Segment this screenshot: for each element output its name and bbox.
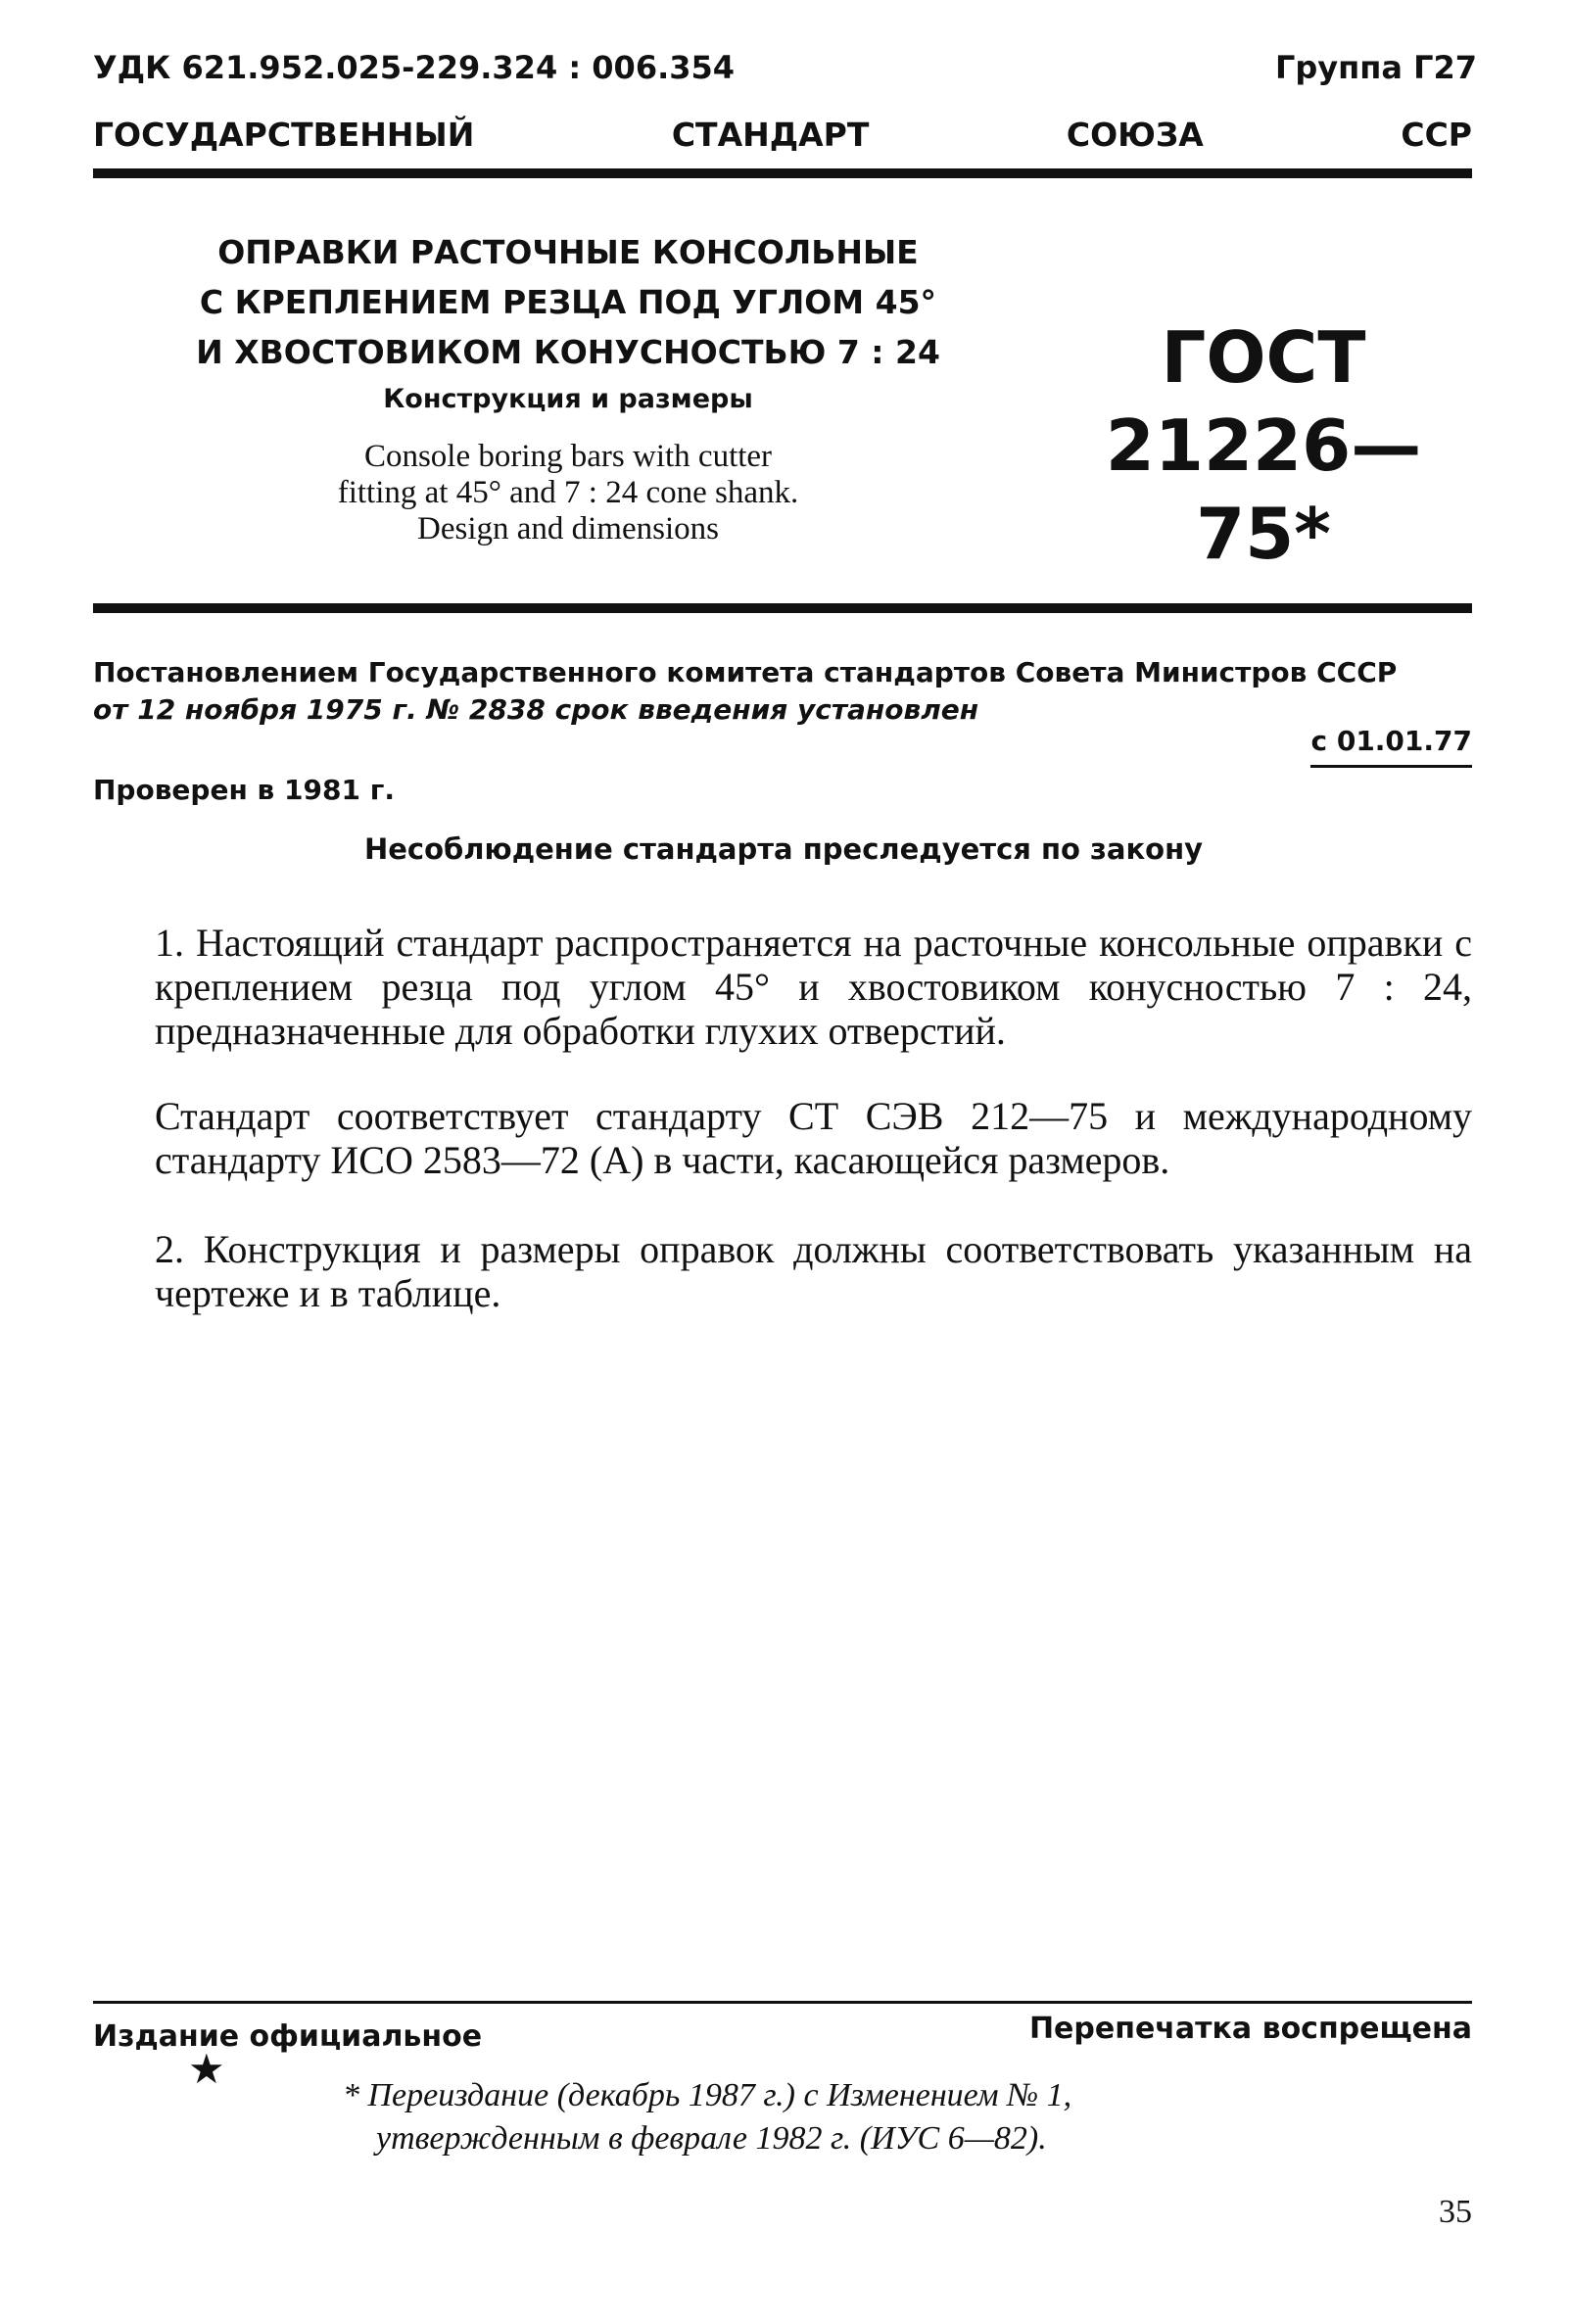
banner-word: СОЮЗА — [1066, 116, 1204, 154]
effective-date-block — [1310, 725, 1472, 768]
title-ru-line: И ХВОСТОВИКОМ КОНУСНОСТЬЮ 7 : 24 — [196, 333, 940, 371]
star-icon: ★ — [188, 2045, 225, 2093]
title-rule — [93, 603, 1472, 613]
subtitle-ru: Конструкция и размеры — [383, 384, 753, 414]
title-ru — [196, 227, 940, 377]
gost-designation — [1058, 313, 1469, 578]
paragraph-1-text: 1. Настоящий стандарт распространяется на расточные консольные оправки с креплением резца под углом 45° и хвостовиком конусностью 7 : 24, предназначенные для обработки глухих отверстий. — [155, 921, 1472, 1053]
title-en-line: Design and dimensions — [417, 511, 719, 546]
decree-line: от 12 ноября 1975 г. № 2838 срок введения установлен — [93, 693, 979, 726]
paragraph-1 — [155, 921, 1472, 1053]
udk-code: УДК 621.952.025-229.324 : 006.354 — [93, 49, 736, 86]
legal-notice: Несоблюдение стандарта преследуется по закону — [363, 832, 1204, 866]
reprint-prohibited: Перепечатка воспрещена — [1028, 2012, 1472, 2046]
banner-word: СТАНДАРТ — [671, 116, 870, 154]
title-ru-line: ОПРАВКИ РАСТОЧНЫЕ КОНСОЛЬНЫЕ — [217, 233, 919, 271]
footnote-line: утвержденным в феврале 1982 г. (ИУС 6—82). — [376, 2120, 1047, 2157]
decree-text — [93, 654, 1474, 729]
effective-date: с 01.01.77 — [1310, 725, 1472, 768]
page-number: 35 — [1439, 2194, 1472, 2230]
footnote-line: * Переиздание (декабрь 1987 г.) с Изменением № 1, — [343, 2077, 1072, 2113]
decree-line: Постановлением Государственного комитета стандартов Совета Министров СССР — [93, 656, 1398, 688]
banner-word: ССР — [1401, 116, 1472, 154]
reissue-footnote — [343, 2074, 1420, 2160]
gost-label: ГОСТ — [1161, 316, 1366, 399]
official-edition: Издание официальное — [93, 2019, 483, 2054]
title-en-line: fitting at 45° and 7 : 24 cone shank. — [337, 475, 799, 510]
paragraph-3 — [155, 1227, 1472, 1315]
paragraph-2 — [155, 1094, 1472, 1182]
banner-word: ГОСУДАРСТВЕННЫЙ — [93, 116, 475, 154]
paragraph-2-text: Стандарт соответствует стандарту СТ СЭВ 212—75 и международному стандарту ИСО 2583—72 (А) в части, касающейся размеров. — [155, 1094, 1472, 1182]
header-rule — [93, 168, 1472, 178]
title-en-line: Console boring bars with cutter — [363, 439, 773, 474]
state-standard-banner — [93, 116, 1472, 154]
title-ru-line: С КРЕПЛЕНИЕМ РЕЗЦА ПОД УГЛОМ 45° — [199, 283, 937, 321]
paragraph-3-text: 2. Конструкция и размеры оправок должны соответствовать указанным на чертеже и в таблице. — [155, 1227, 1472, 1315]
gost-number: 21226—75* — [1105, 404, 1422, 575]
footer-rule — [93, 2001, 1472, 2004]
title-en — [196, 439, 940, 547]
checked-year: Проверен в 1981 г. — [93, 774, 395, 806]
group-code: Группа Г27 — [1274, 49, 1477, 86]
